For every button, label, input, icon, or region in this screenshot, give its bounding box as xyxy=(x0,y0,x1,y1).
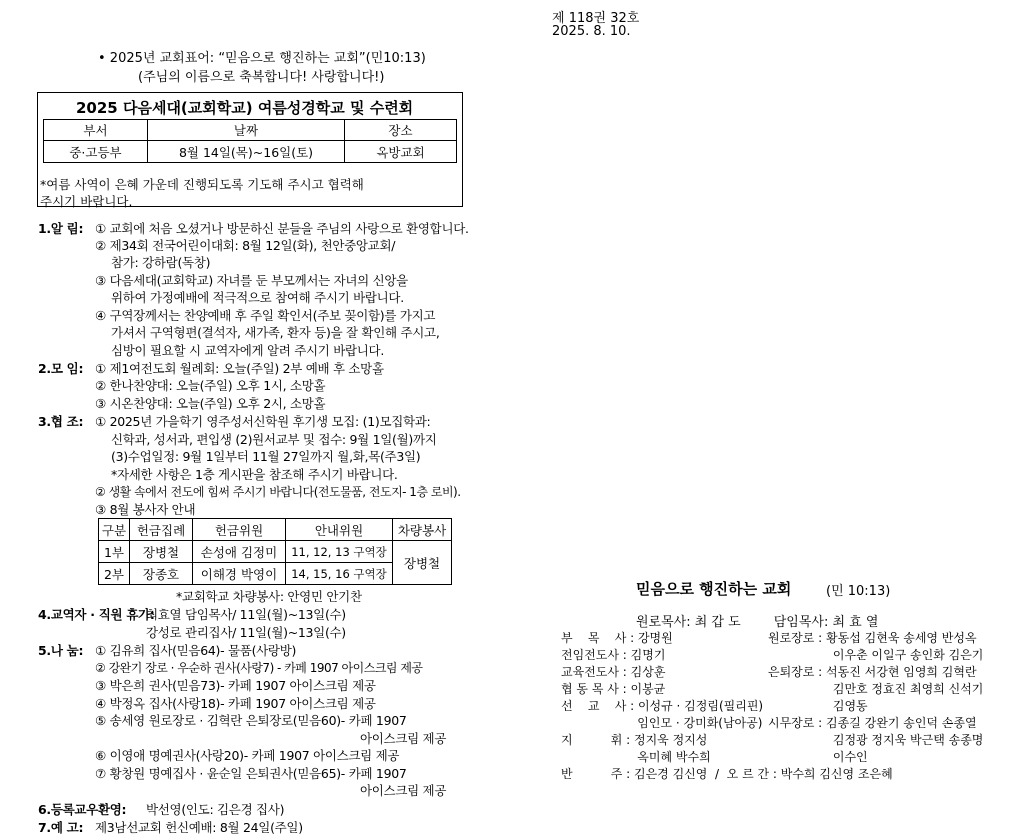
camp-header-place: 장소 xyxy=(345,120,457,141)
section4-item: 강성로 관리집사/ 11일(월)~13일(수) xyxy=(146,625,346,640)
vol-header: 헌금위원 xyxy=(193,519,286,541)
section3-item: (3)수업일정: 9월 1일부터 11월 27일까지 월,화,목(주3일) xyxy=(111,449,421,464)
section4-item: 최효열 담임목사/ 11일(월)~13일(수) xyxy=(146,607,346,622)
camp-note-2: 주시기 바랍니다. xyxy=(40,194,133,209)
section5-item: ④ 박정옥 집사(사랑18)- 카페 1907 아이스크림 제공 xyxy=(95,696,376,711)
section1-item: 위하여 가정예배에 적극적으로 참여해 주시기 바랍니다. xyxy=(111,290,404,305)
section5-item: ① 김유희 집사(믿음64)- 물품(사랑방) xyxy=(95,643,297,658)
section5-item: ③ 박은희 권사(믿음73)- 카페 1907 아이스크림 제공 xyxy=(95,678,376,693)
camp-box xyxy=(37,92,463,207)
staff-line: 전임전도사 : 김명기 xyxy=(561,648,666,662)
elder-line: 은퇴장로 : 석동진 서강현 임영희 김혁란 xyxy=(768,665,977,679)
staff-line: 협 동 목 사 : 이봉균 xyxy=(561,682,666,696)
vol-cell: 장병철 xyxy=(130,541,193,563)
issue-volume: 제 118권 32호 xyxy=(552,11,640,26)
elder-line: 시무장로 : 김종길 강완기 송인덕 손종열 xyxy=(768,716,977,730)
section1-item: ② 제34회 전국어린이대회: 8월 12일(화), 천안중앙교회/ xyxy=(95,238,396,253)
section2-item: ② 한나찬양대: 오늘(주일) 오후 1시, 소망홀 xyxy=(95,378,326,393)
motto-line2: (주님의 이름으로 축복합니다! 사랑합니다!) xyxy=(138,70,385,85)
staff-line: 반 주 : 김은경 김신영 / 오 르 간 : 박수희 김신영 조은혜 xyxy=(561,767,893,781)
vol-cell: 손성애 김정미 xyxy=(193,541,286,563)
section1-heading: 1.알 림: xyxy=(38,221,84,236)
elder-line: 이수인 xyxy=(768,750,868,764)
camp-place: 옥방교회 xyxy=(345,141,457,163)
section7-item: 제3남선교회 헌신예배: 8월 24일(주일) xyxy=(95,820,303,835)
section3-item: ① 2025년 가을학기 영주성서신학원 후기생 모집: (1)모집학과: xyxy=(95,414,431,429)
vol-header: 구분 xyxy=(99,519,130,541)
staff-line: 옥미혜 박수희 xyxy=(561,750,711,764)
section1-item: 가셔서 구역형편(결석자, 새가족, 환자 등)을 잘 확인해 주시고, xyxy=(111,325,440,340)
section3-item: ③ 8월 봉사자 안내 xyxy=(95,502,196,517)
volunteer-table xyxy=(98,518,452,585)
staff-line: 부 목 사 : 강명원 xyxy=(561,631,673,645)
section2-item: ① 제1여전도회 월례회: 오늘(주일) 2부 예배 후 소망홀 xyxy=(95,361,384,376)
section1-item: ① 교회에 처음 오셨거나 방문하신 분들을 주님의 사랑으로 환영합니다. xyxy=(95,221,469,236)
camp-note-1: *여름 사역이 은혜 가운데 진행되도록 기도해 주시고 협력해 xyxy=(40,177,364,192)
church-name: 믿음으로 행진하는 교회 xyxy=(636,580,792,598)
church-pastors: 원로목사: 최 갑 도 담임목사: 최 효 열 xyxy=(636,615,879,630)
section5-item: ⑤ 송세영 원로장로 · 김혁란 은퇴장로(믿음60)- 카페 1907 xyxy=(95,713,407,728)
vol-note: *교회학교 차량봉사: 안영민 안기찬 xyxy=(176,589,362,604)
section7-heading: 7.예 고: xyxy=(38,820,84,835)
vol-cell: 14, 15, 16 구역장 xyxy=(286,563,393,585)
motto-line1: • 2025년 교회표어: “믿음으로 행진하는 교회”(민10:13) xyxy=(98,51,426,66)
section5-item: ⑦ 황창원 명예집사 · 윤순일 은퇴권사(믿음65)- 카페 1907 xyxy=(95,766,407,781)
section1-item: ④ 구역장께서는 찬양예배 후 주일 확인서(주보 꽂이함)를 가지고 xyxy=(95,308,436,323)
elder-line: 원로장로 : 황동섭 김현욱 송세영 반성옥 xyxy=(768,631,977,645)
section6-item: 박선영(인도: 김은경 집사) xyxy=(146,802,285,817)
elder-line: 김영동 xyxy=(768,699,868,713)
church-ref: (민 10:13) xyxy=(826,584,891,599)
vol-cell: 이해경 박영이 xyxy=(193,563,286,585)
camp-dept: 중·고등부 xyxy=(44,141,148,163)
staff-line: 교육전도사 : 김상훈 xyxy=(561,665,666,679)
camp-date: 8월 14일(목)~16일(토) xyxy=(148,141,345,163)
section2-item: ③ 시온찬양대: 오늘(주일) 오후 2시, 소망홀 xyxy=(95,396,326,411)
section1-item: 참가: 강하람(독창) xyxy=(111,255,211,270)
section3-item: 신학과, 성서과, 편입생 (2)원서교부 및 접수: 9월 1일(월)까지 xyxy=(111,432,437,447)
section5-item: ⑥ 이영애 명예권사(사랑20)- 카페 1907 아이스크림 제공 xyxy=(95,748,400,763)
camp-table xyxy=(43,119,457,163)
section1-item: 심방이 필요할 시 교역자에게 알려 주시기 바랍니다. xyxy=(111,343,384,358)
section5-item: ② 강완기 장로 · 우순하 권사(사랑7) - 카페 1907 아이스크림 제공 xyxy=(95,661,423,675)
vol-header: 차량봉사 xyxy=(393,519,452,541)
section5-heading: 5.나 눔: xyxy=(38,643,84,658)
vol-header: 안내위원 xyxy=(286,519,393,541)
camp-header-date: 날짜 xyxy=(148,120,345,141)
vol-cell: 2부 xyxy=(99,563,130,585)
section3-heading: 3.협 조: xyxy=(38,414,84,429)
vol-cell: 11, 12, 13 구역장 xyxy=(286,541,393,563)
elder-line: 이우춘 이일구 송인화 김은기 xyxy=(768,648,984,662)
vol-header: 헌금집례 xyxy=(130,519,193,541)
vol-cell: 1부 xyxy=(99,541,130,563)
elder-line: 김정광 정지욱 박근택 송종명 xyxy=(768,733,984,747)
camp-header-dept: 부서 xyxy=(44,120,148,141)
section5-item: 아이스크림 제공 xyxy=(360,783,447,798)
section3-item: *자세한 사항은 1층 게시판을 참조해 주시기 바랍니다. xyxy=(111,467,398,482)
vol-vehicle: 장병철 xyxy=(393,541,452,585)
section2-heading: 2.모 임: xyxy=(38,361,84,376)
section4-heading: 4.교역자 · 직원 휴가: xyxy=(38,607,155,622)
staff-line: 지 휘 : 정지욱 정지성 xyxy=(561,733,708,747)
staff-line: 선 교 사 : 이성규 · 김정림(필리핀) xyxy=(561,699,764,713)
camp-title: 2025 다음세대(교회학교) 여름성경학교 및 수련회 xyxy=(76,99,414,117)
section6-heading: 6.등록교우환영: xyxy=(38,802,127,817)
elder-line: 김만호 정효진 최영희 신석기 xyxy=(768,682,984,696)
vol-cell: 장종호 xyxy=(130,563,193,585)
issue-date: 2025. 8. 10. xyxy=(552,24,631,39)
section1-item: ③ 다음세대(교회학교) 자녀를 둔 부모께서는 자녀의 신앙을 xyxy=(95,273,408,288)
section3-item: ② 생활 속에서 전도에 힘써 주시기 바랍니다(전도물품, 전도지- 1층 로비). xyxy=(95,485,461,499)
staff-line: 임인모 · 강미화(남아공) xyxy=(561,716,763,730)
section5-item: 아이스크림 제공 xyxy=(360,731,447,746)
